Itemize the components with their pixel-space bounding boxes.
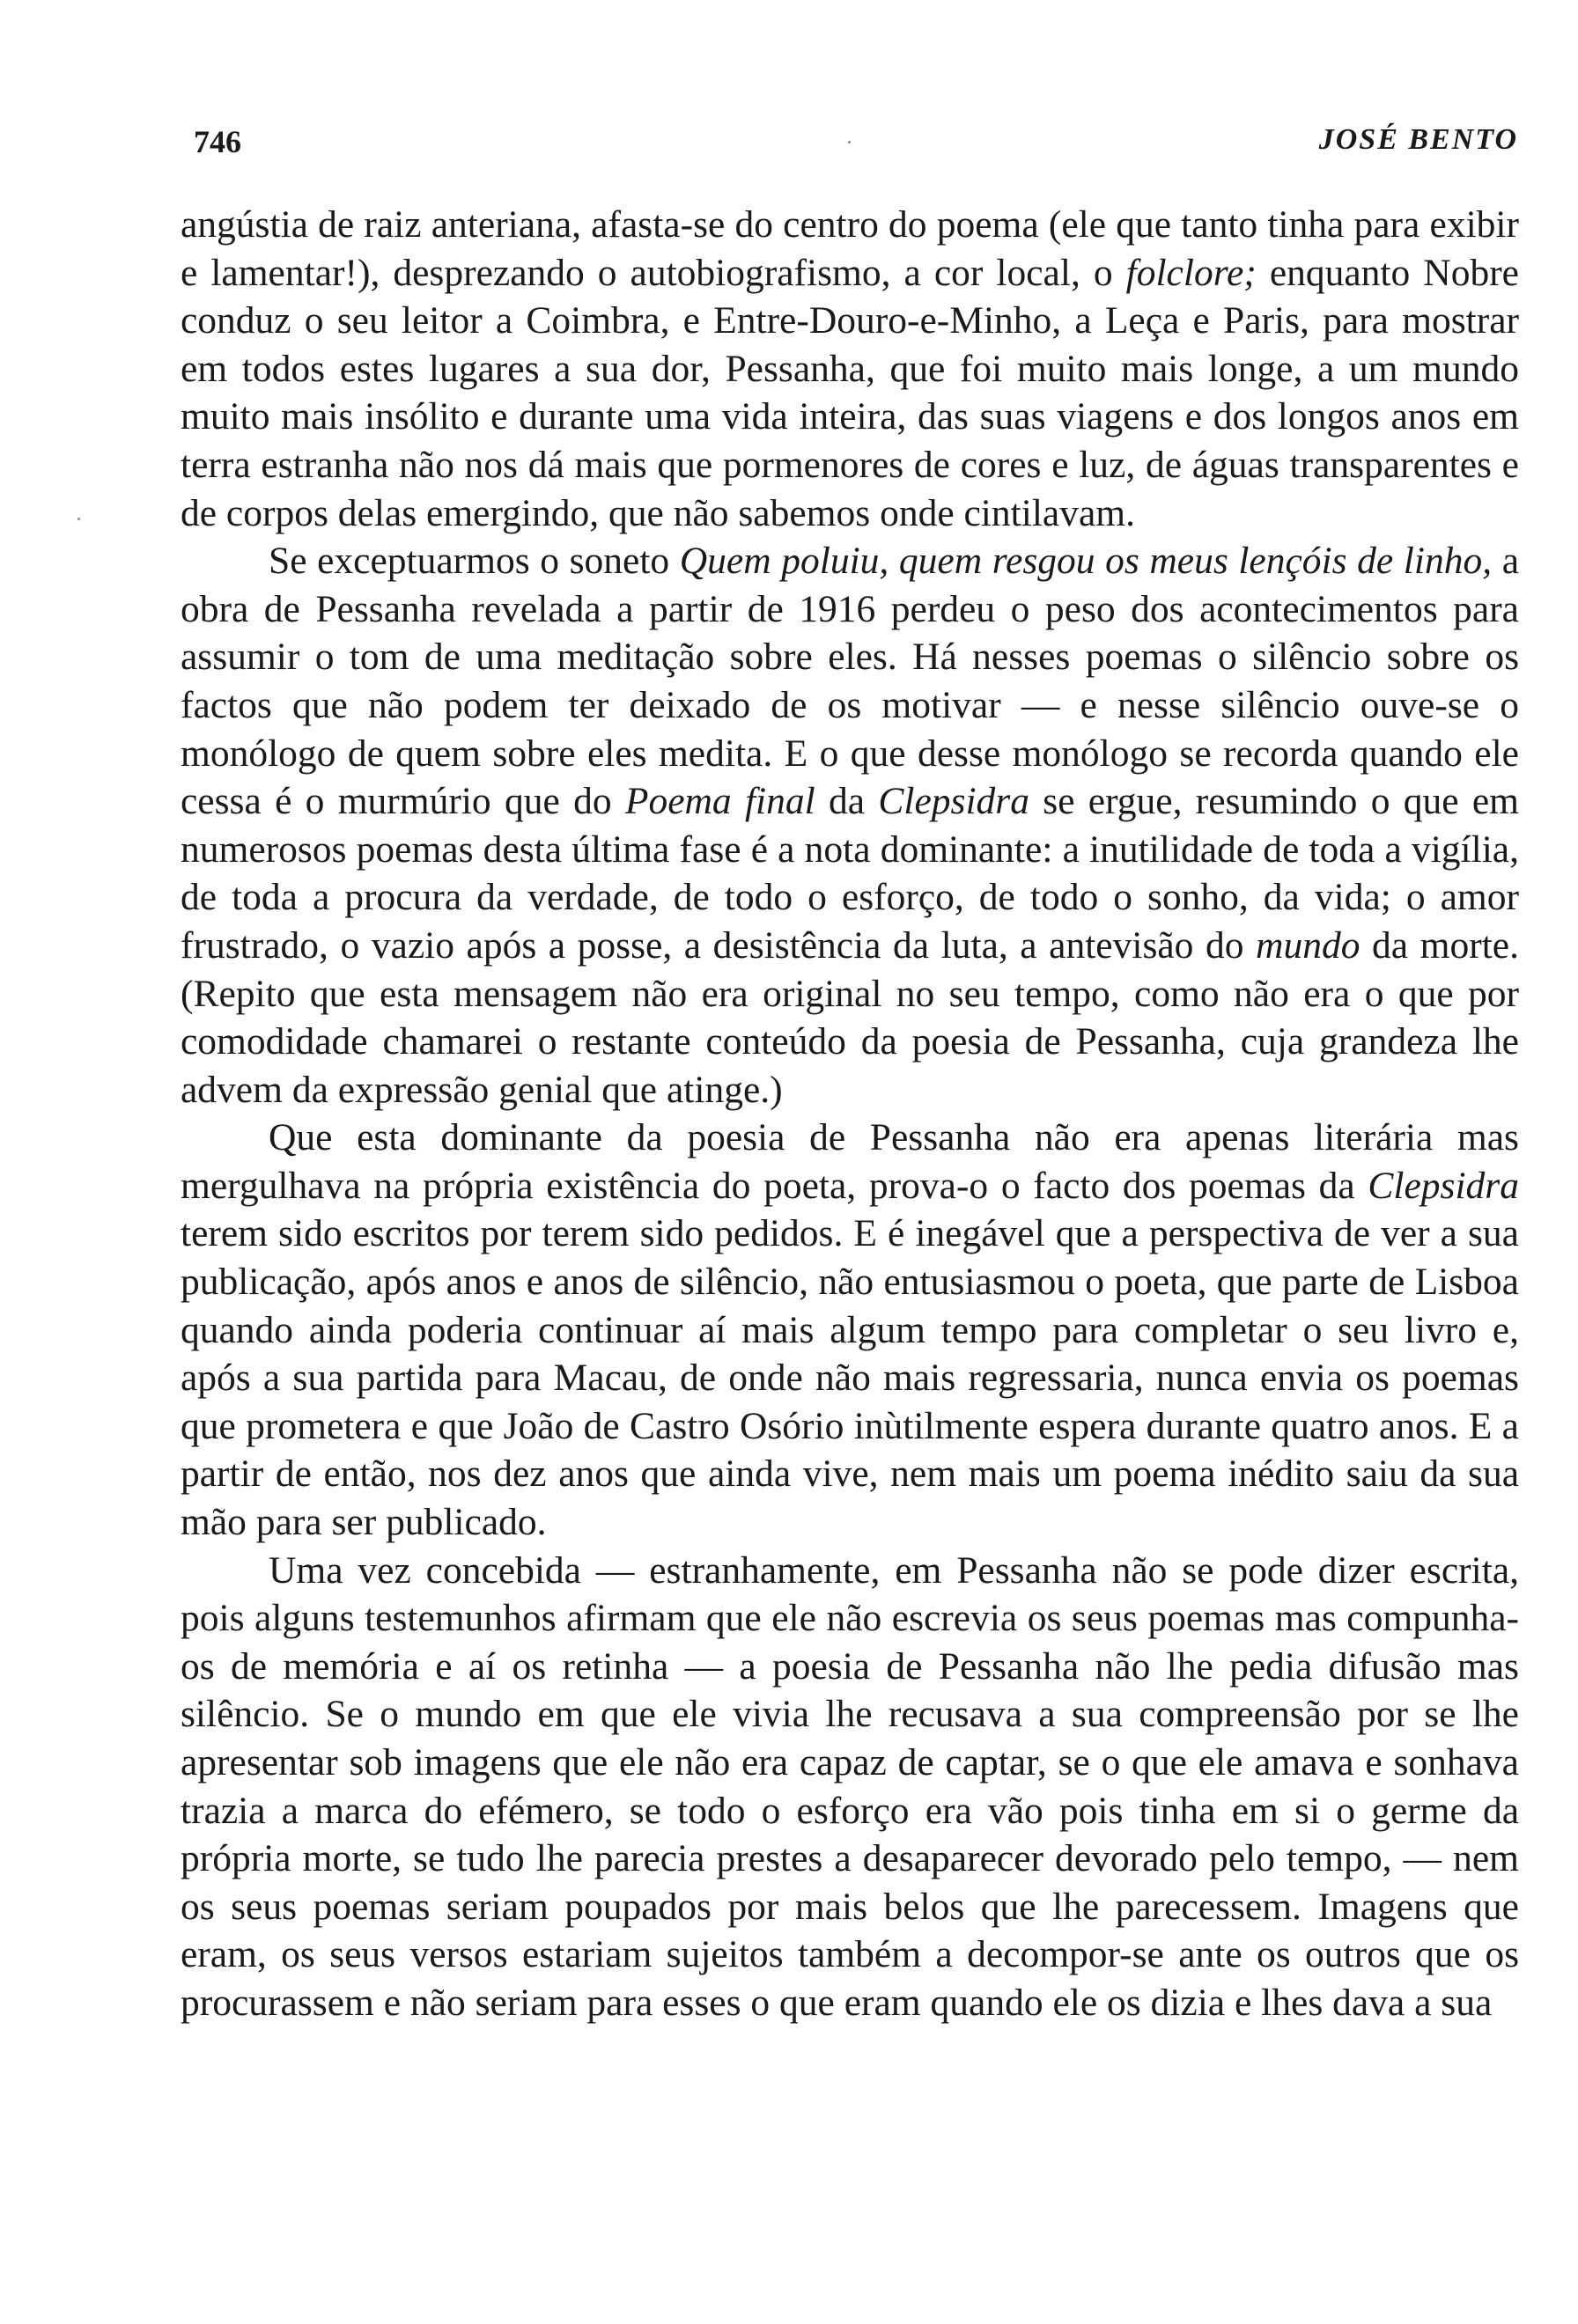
text-run: da [815,780,879,823]
italic-text: Quem poluiu, quem resgou os meus lençóis de linho, [679,540,1493,583]
italic-text: Clepsidra [1368,1164,1519,1207]
text-run: Uma vez concebida — estranhamente, em Pessanha não se pode dizer escrita, pois alguns testemunhos afirmam que ele não escrevia os seus poemas mas compunha-os de memória e aí os retinha — a poesia de Pessanha não lhe pedia difusão mas silêncio. Se o mundo em que ele vivia lhe recusava a sua compreensão por se lhe apresentar sob imagens que ele não era capaz de captar, se o que ele amava e sonhava trazia a marca do efémero, se todo o esforço era vão pois tinha em si o germe da própria morte, se tudo lhe parecia prestes a desaparecer devorado pelo tempo, — nem os seus poemas seriam poupados por mais belos que lhe parecessem. Imagens que eram, os seus versos estariam sujeitos também a decompor-se ante os outros que os procurassem e não seriam para esses o que eram quando ele os dizia e lhes dava a sua [181,1548,1519,2024]
page-header [194,123,1518,176]
paragraph [181,1547,1519,2027]
page-number: 746 [194,124,241,159]
running-head: JOSÉ BENTO [1318,123,1518,156]
scan-speck [848,141,851,143]
italic-text: folclore; [1125,251,1257,294]
paragraph [181,1114,1519,1546]
text-run: se ergue, resumindo o que em numerosos poemas desta última fase é a nota dominante: a inutilidade de toda a vigília, de toda a procura da verdade, de todo o esforço, de todo o sonho, da vida; o amor frustrado, o vazio após a posse, a desistência da luta, a antevisão do [181,780,1519,967]
text-run: Que esta dominante da poesia de Pessanha não era apenas literária mas mergulhava na própria existência do poeta, prova-o o facto dos poemas da [181,1116,1519,1207]
text-run: a obra de Pessanha revelada a partir de 1916 perdeu o peso dos acontecimentos para assumir o tom de uma meditação sobre eles. Há nesses poemas o silêncio sobre os factos que não podem ter deixado de os motivar — e nesse silêncio ouve-se o monólogo de quem sobre eles medita. E o que desse monólogo se recorda quando ele cessa é o murmúrio que do [181,540,1520,823]
scan-speck [77,518,80,520]
text-run: da morte. (Repito que esta mensagem não era original no seu tempo, como não era o que por comodidade chamarei o restante conteúdo da poesia de Pessanha, cuja grandeza lhe advem da expressão genial que atinge.) [181,923,1519,1111]
italic-text: Poema final [624,780,815,823]
italic-text: Clepsidra [878,780,1029,823]
body-text [181,201,1519,2027]
text-run: enquanto Nobre conduz o seu leitor a Coimbra, e Entre-Douro-e-Minho, a Leça e Paris, para mostrar em todos estes lugares a sua dor, Pessanha, que foi muito mais longe, a um mundo muito mais insólito e durante uma vida inteira, das suas viagens e dos longos anos em terra estranha não nos dá mais que pormenores de cores e luz, de águas transparentes e de corpos delas emergindo, que não sabemos onde cintilavam. [181,251,1519,534]
paragraph [181,201,1519,537]
italic-text: mundo [1256,923,1360,967]
text-run: terem sido escritos por terem sido pedidos. E é inegável que a perspectiva de ver a sua publicação, após anos e anos de silêncio, não entusiasmou o poeta, que parte de Lisboa quando ainda poderia continuar aí mais algum tempo para completar o seu livro e, após a sua partida para Macau, de onde não mais regressaria, nunca envia os poemas que prometera e que João de Castro Osório inùtilmente espera durante quatro anos. E a partir de então, nos dez anos que ainda vive, nem mais um poema inédito saiu da sua mão para ser publicado. [181,1212,1519,1544]
text-run: angústia de raiz anteriana, afasta-se do centro do poema (ele que tanto tinha para exibir e lamentar!), desprezando o autobiografismo, a cor local, o [181,203,1519,294]
text-run: Se exceptuarmos o soneto [269,540,680,583]
paragraph [181,537,1519,1114]
